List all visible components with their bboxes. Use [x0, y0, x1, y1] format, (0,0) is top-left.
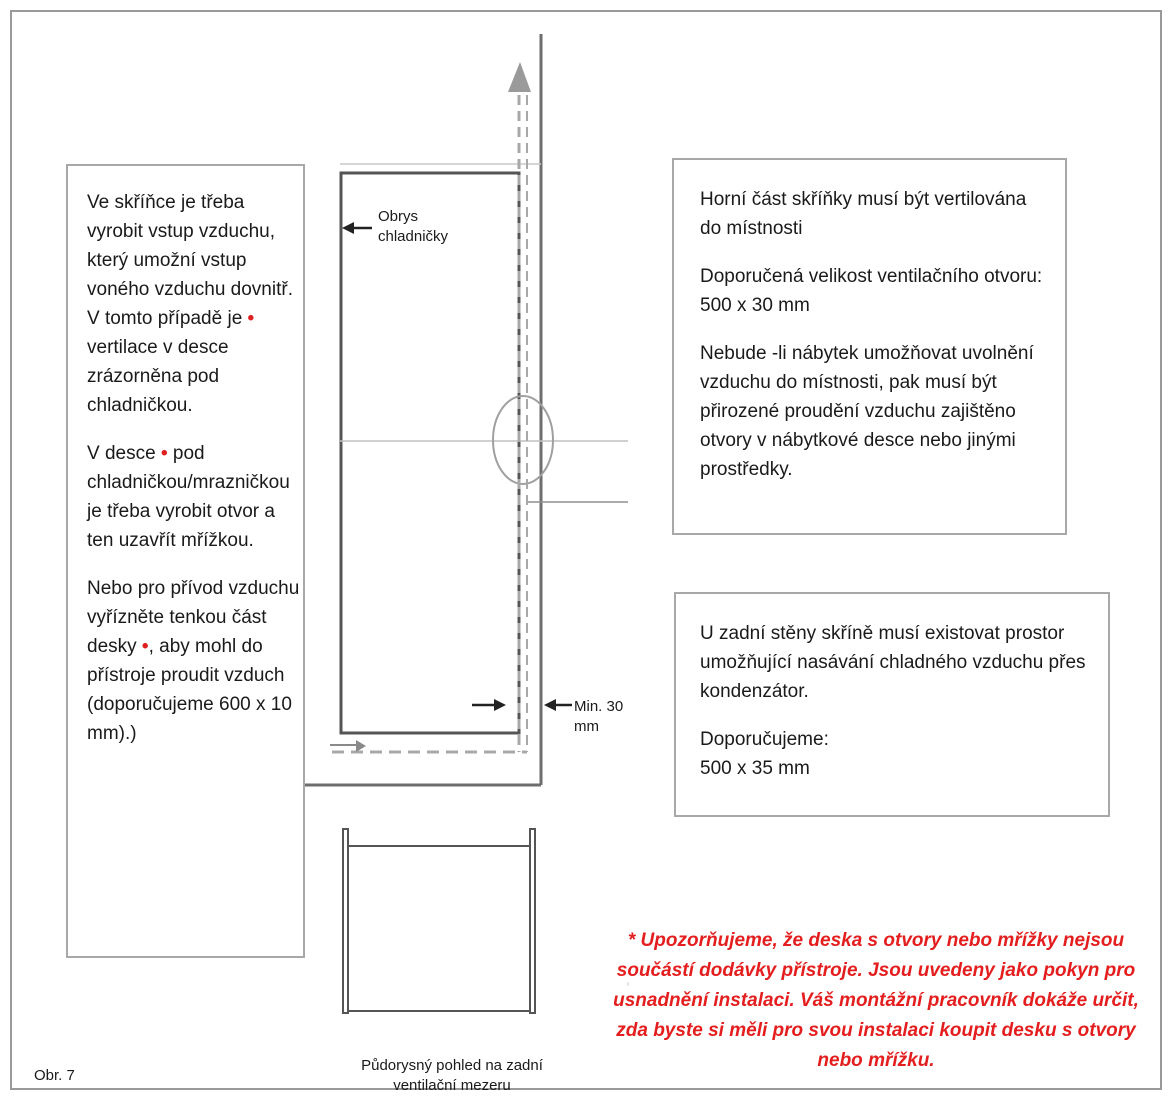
plan-view-caption: Půdorysný pohled na zadní ventilační mezeru: [361, 1057, 543, 1094]
figure-label: Obr. 7: [34, 1067, 75, 1084]
mid-right-note-p3: 500 x 35 mm: [700, 758, 810, 779]
mid-right-note-box: [674, 592, 1110, 817]
fridge-outline-label: Obrys chladničky: [378, 208, 449, 245]
red-marker: •: [141, 636, 149, 657]
top-right-note-p3: Nebude -li nábytek umožňovat uvolnění vzduchu do místnosti, pak musí být přirozené proudění vzduchu zajištěno otvory v nábytkové desce nebo jinými prostředky.: [700, 343, 1034, 480]
red-marker: •: [247, 308, 255, 329]
top-right-note-p1: Horní část skříňky musí být vertilována do místnosti: [700, 189, 1027, 239]
left-note-p3: Nebo pro přívod vzduchu vyřízněte tenkou část desky •, aby mohl do přístroje proudit vzduch (doporučujeme 600 x 10 mm).): [87, 578, 300, 744]
airflow-up-arrow: [508, 62, 531, 92]
detail-circle: [493, 396, 553, 484]
top-right-note-box: [672, 158, 1067, 535]
mid-right-note-p2: Doporučujeme:: [700, 729, 829, 750]
mid-right-note-p1: U zadní stěny skříně musí existovat prostor umožňující nasávání chladného vzduchu přes kondenzátor.: [700, 623, 1086, 702]
red-marker: •: [160, 443, 168, 464]
left-note-p1: Ve skříňce je třeba vyrobit vstup vzduchu, který umožní vstup voného vzduchu dovnitř. V tomto případě je • vertilace v desce zrázorněna pod chladničkou.: [87, 192, 293, 416]
plan-view-drawing: [343, 829, 535, 1013]
warning-note: * Upozorňujeme, že deska s otvory nebo mřížky nejsou součástí dodávky přístroje. Jsou uvedeny jako pokyn pro usnadnění instalaci. Váš montážní pracovník dokáže určit, zda byste si měli pro svou instalaci koupit desku s otvory nebo mřížku.: [613, 930, 1139, 1071]
min-gap-label: Min. 30 mm: [574, 698, 624, 735]
top-right-note-p2: Doporučená velikost ventilačního otvoru: 500 x 30 mm: [700, 266, 1043, 316]
left-note-box: [66, 164, 305, 958]
left-note-p2: V desce • pod chladničkou/mrazničkou je třeba vyrobit otvor a ten uzavřít mřížkou.: [87, 443, 290, 551]
fridge-outline: [341, 173, 519, 733]
